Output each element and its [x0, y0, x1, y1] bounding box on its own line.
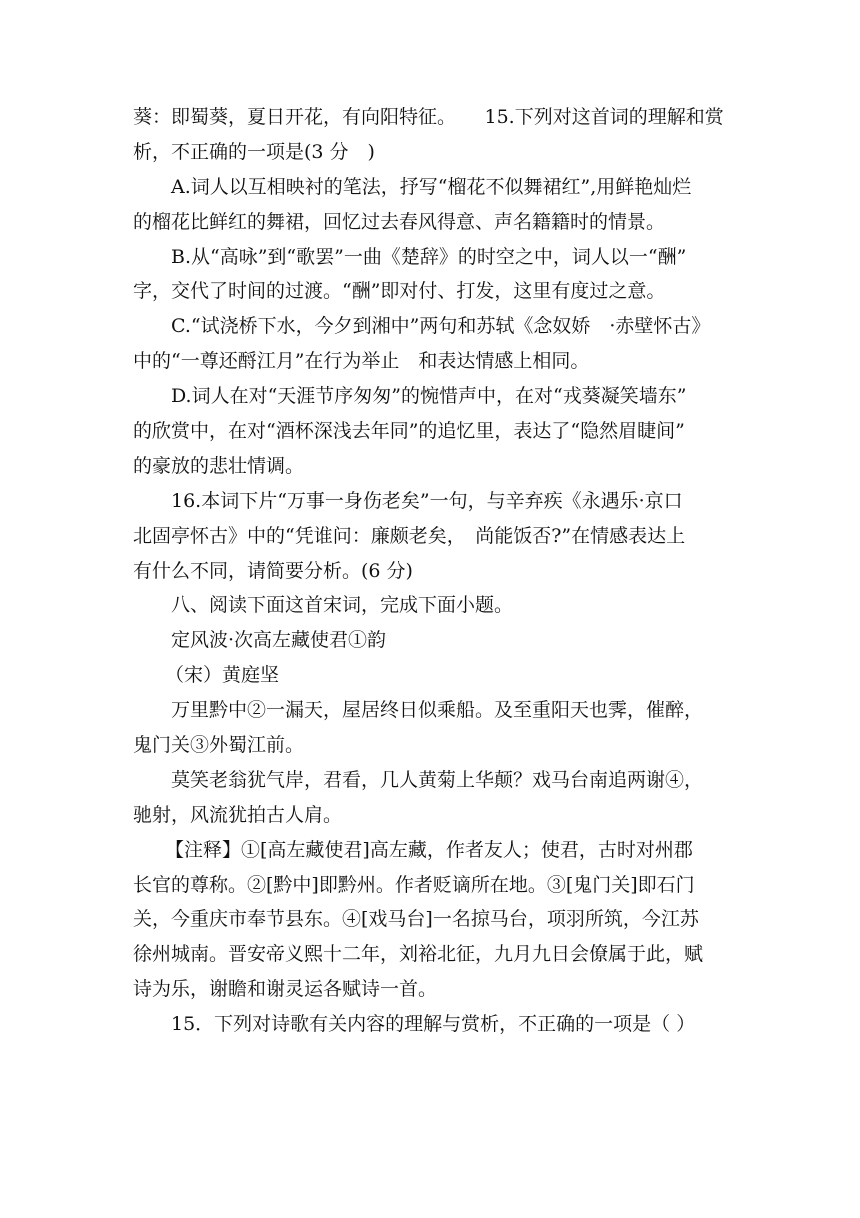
text-line: 的豪放的悲壮情调。 — [133, 454, 305, 477]
poem-title: 定风波·次高左藏使君①韵 — [171, 629, 387, 652]
option-d-line: D.词人在对“天涯节序匆匆”的惋惜声中，在对“戎葵凝笑墙东” — [171, 385, 687, 408]
text-line: 析，不正确的一项是(3 分 ) — [133, 140, 375, 163]
annotation-line: 长官的尊称。②[黔中]即黔州。作者贬谪所在地。③[鬼门关]即石门 — [133, 873, 695, 896]
text-line: 的欣赏中，在对“酒杯深浅去年同”的追忆里，表达了“隐然眉睫间” — [133, 420, 685, 443]
section-heading: 八、阅读下面这首宋词，完成下面小题。 — [171, 594, 514, 617]
document-text-body — [133, 100, 739, 1042]
question-16-line: 16.本词下片“万事一身伤老矣”一句，与辛弃疾《永遇乐·京口 — [171, 489, 683, 512]
poem-line: 莫笑老翁犹气岸，君看，几人黄菊上华颠？戏马台南追两谢④， — [171, 768, 704, 791]
annotation-line: 关，今重庆市奉节县东。④[戏马台]一名掠马台，项羽所筑，今江苏 — [133, 908, 699, 931]
annotation-line: 【注释】①[高左藏使君]高左藏，作者友人；使君，古时对州郡 — [165, 838, 693, 861]
text-line: 葵：即蜀葵，夏日开花，有向阳特征。 15.下列对这首词的理解和赏 — [133, 106, 724, 128]
annotation-line: 诗为乐，谢瞻和谢灵运各赋诗一首。 — [133, 978, 438, 1001]
option-b-line: B.从“高咏”到“歌罢”一曲《楚辞》的时空之中，词人以一“酬” — [171, 245, 687, 268]
option-a-line: A.词人以互相映衬的笔法，抒写“榴花不似舞裙红”,用鲜艳灿烂 — [171, 175, 692, 198]
annotation-line: 徐州城南。晋安帝义熙十二年，刘裕北征，九月九日会僚属于此，赋 — [133, 943, 704, 966]
text-line: 中的“一尊还酹江月”在行为举止 和表达情感上相同。 — [133, 350, 590, 373]
text-line: 字，交代了时间的过渡。“酬”即对付、打发，这里有度过之意。 — [133, 280, 666, 303]
poem-line: 万里黔中②一漏天，屋居终日似乘船。及至重阳天也霁，催醉， — [171, 699, 704, 722]
poem-line: 鬼门关③外蜀江前。 — [133, 734, 305, 757]
poem-line: 驰射，风流犹拍古人肩。 — [133, 803, 343, 826]
text-line: 有什么不同，请简要分析。(6 分) — [133, 559, 413, 582]
text-line: 北固亭怀古》中的“凭谁问：廉颇老矣， 尚能饭否?”在情感表达上 — [133, 524, 686, 547]
poem-author: （宋）黄庭坚 — [165, 664, 280, 687]
question-15-line: 15．下列对诗歌有关内容的理解与赏析，不正确的一项是（ ） — [171, 1013, 696, 1036]
option-c-line: C.“试浇桥下水，今夕到湘中”两句和苏轼《念奴娇 ·赤壁怀古》 — [171, 315, 711, 338]
text-line: 的榴花比鲜红的舞裙，回忆过去春风得意、声名籍籍时的情景。 — [133, 210, 666, 233]
